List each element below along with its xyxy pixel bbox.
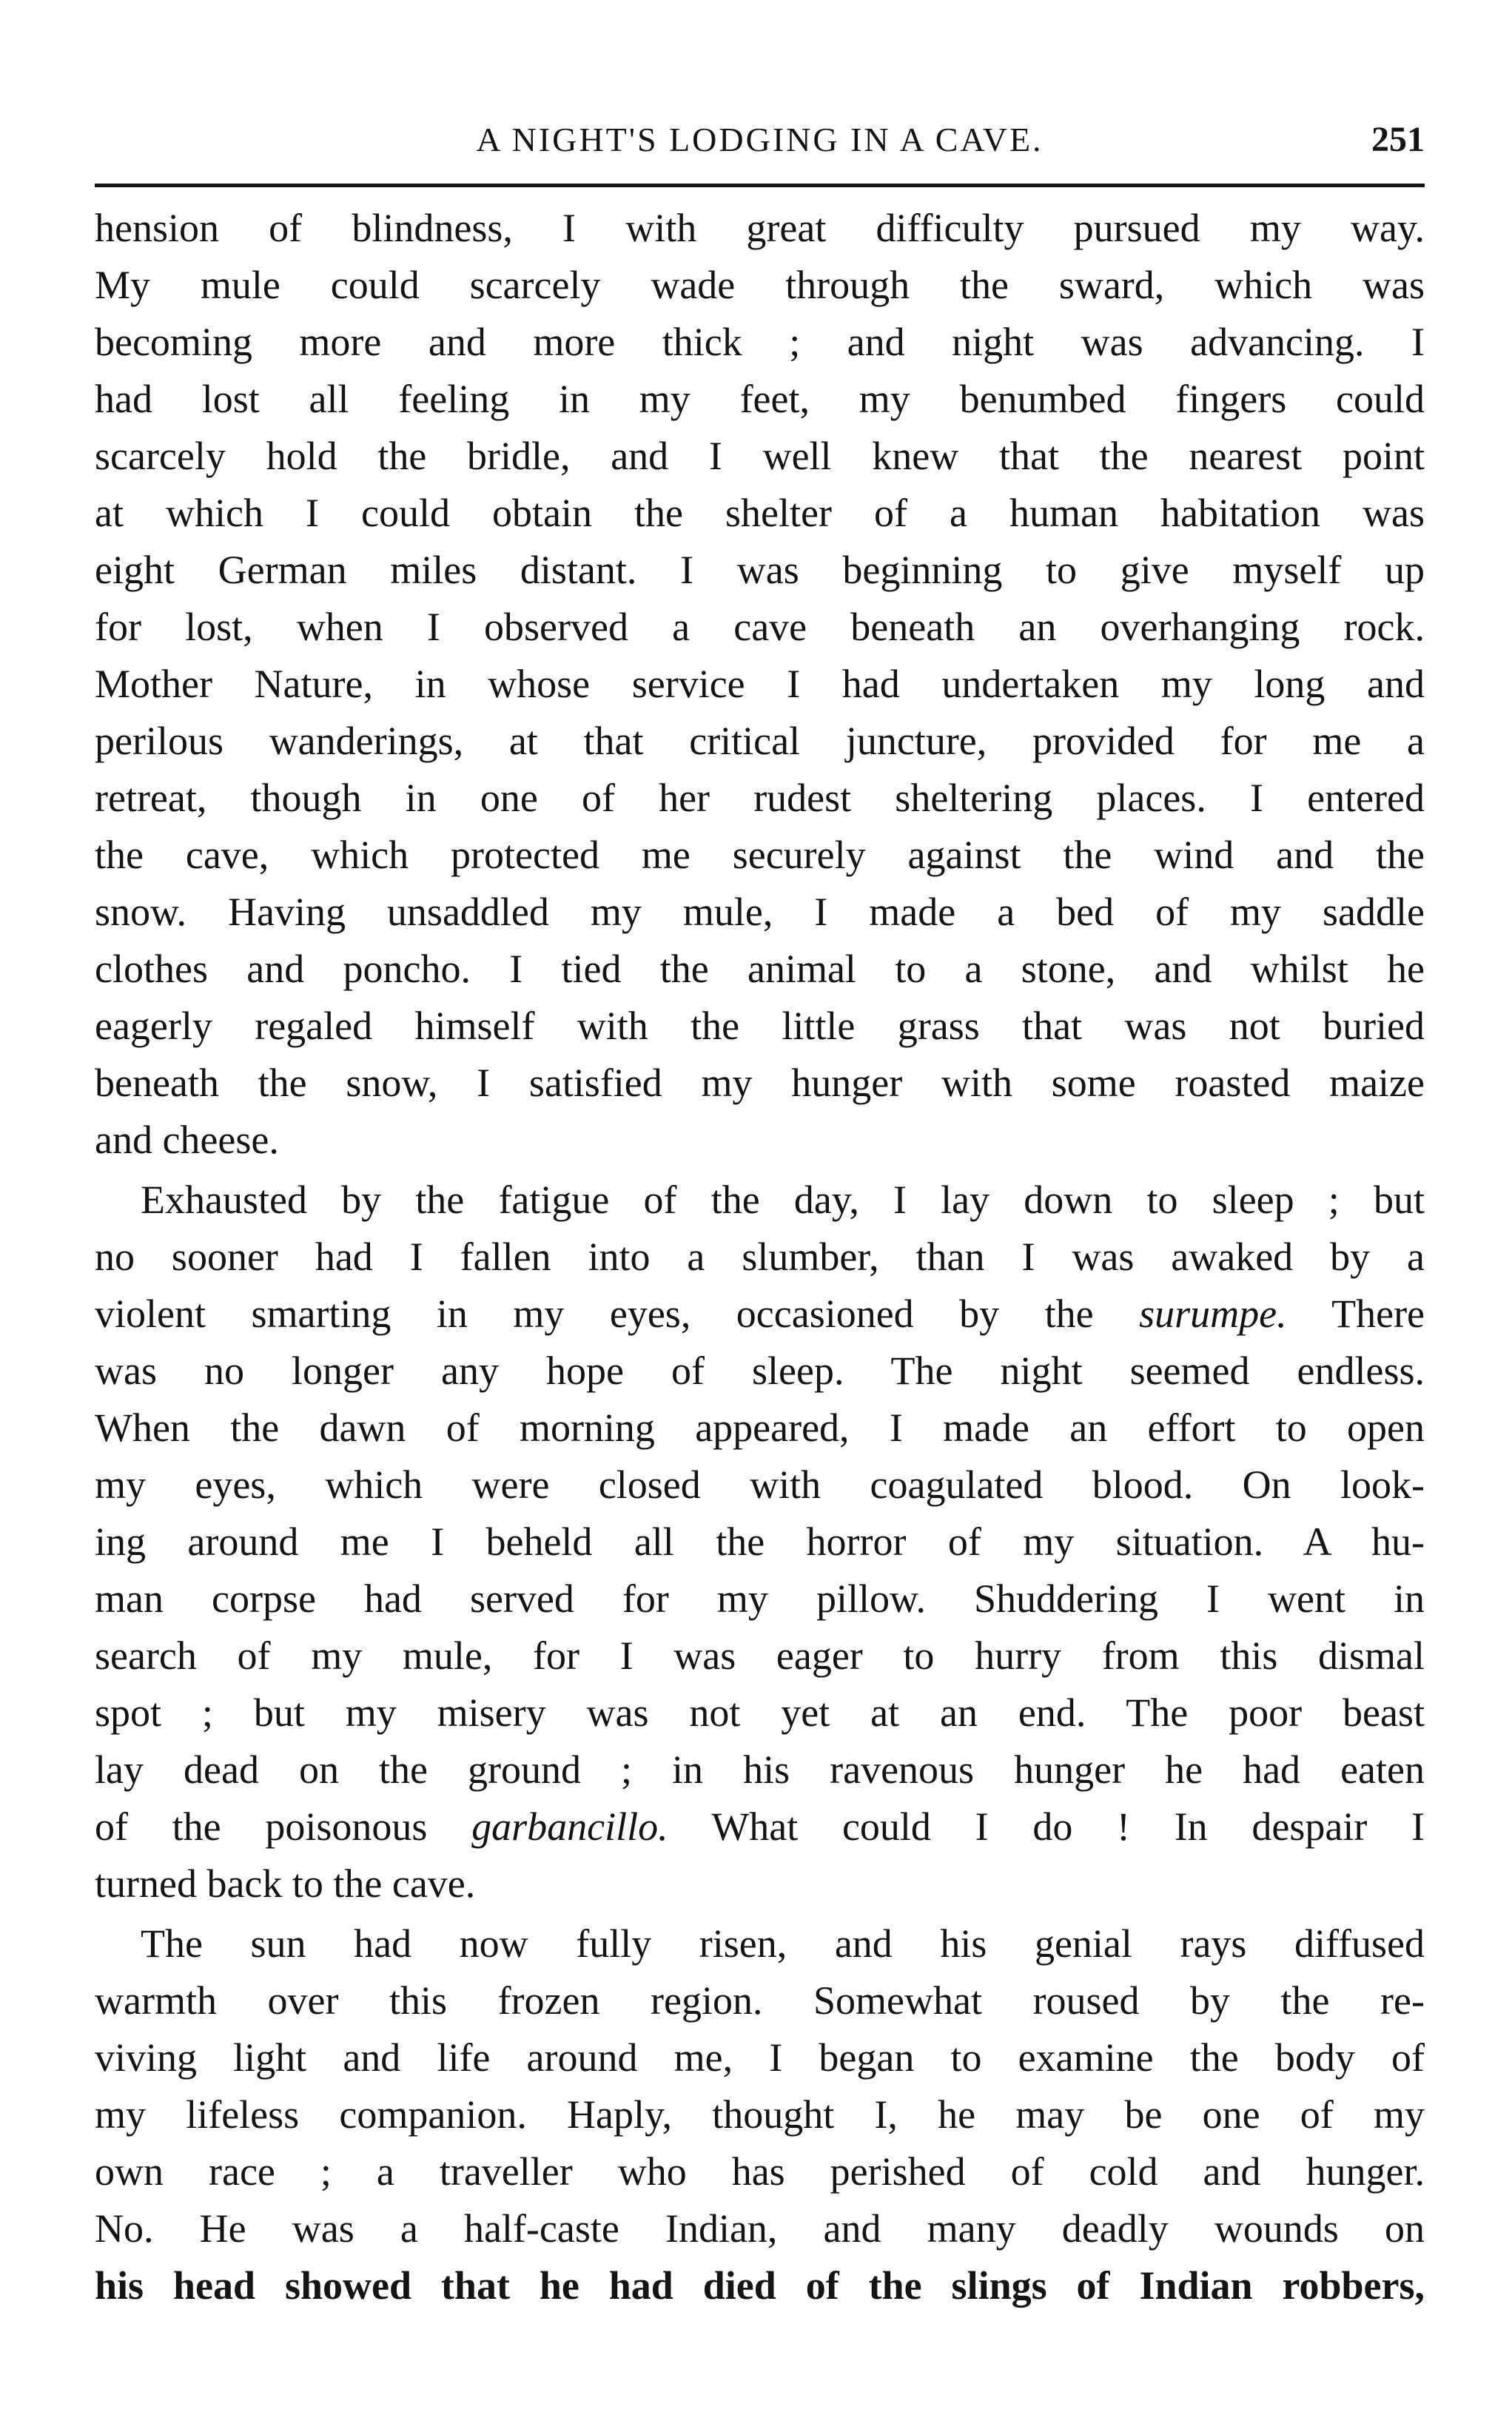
text-line: viving light and life around me, I began to examine the body of [95, 2035, 1425, 2080]
text-line: No. He was a half-caste Indian, and many deadly wounds on [95, 2206, 1425, 2251]
text-line: my lifeless companion. Haply, thought I, he may be one of my [95, 2092, 1425, 2137]
text-line: and cheese. [95, 1118, 279, 1162]
text-run: of the poisonous [95, 1804, 428, 1849]
text-line [95, 1286, 1425, 1343]
text-line: lay dead on the ground ; in his ravenous hunger he had eaten [95, 1747, 1425, 1792]
text-run: There [1331, 1292, 1425, 1336]
running-title: A NIGHT'S LODGING IN A CAVE. [476, 121, 1044, 158]
text-line [95, 1798, 1425, 1855]
text-line: retreat, though in one of her rudest sheltering places. I entered [95, 776, 1425, 820]
text-line [95, 2257, 1425, 2314]
text-line: at which I could obtain the shelter of a human habitation was [95, 491, 1425, 535]
text-line: My mule could scarcely wade through the sward, which was [95, 263, 1425, 307]
text-line: perilous wanderings, at that critical juncture, provided for me a [95, 719, 1425, 763]
italic-term-surumpe: surumpe. [1139, 1292, 1287, 1336]
text-line: snow. Having unsaddled my mule, I made a bed of my saddle [95, 890, 1425, 934]
text-line: for lost, when I observed a cave beneath an overhanging rock. [95, 605, 1425, 649]
text-line: When the dawn of morning appeared, I made an effort to open [95, 1405, 1425, 1450]
text-line: my eyes, which were closed with coagulated blood. On look- [95, 1462, 1425, 1507]
text-line: man corpse had served for my pillow. Shuddering I went in [95, 1576, 1425, 1621]
italic-term-garbancillo: garbancillo. [471, 1804, 668, 1849]
text-run: violent smarting in my eyes, occasioned by the [95, 1292, 1094, 1336]
text-line: ing around me I beheld all the horror of my situation. A hu- [95, 1519, 1425, 1564]
text-line: hension of blindness, I with great difficulty pursued my way. [95, 206, 1425, 250]
text-line: search of my mule, for I was eager to hurry from this dismal [95, 1633, 1425, 1678]
text-run: What could I do ! In despair I [711, 1804, 1425, 1849]
page-header [95, 114, 1425, 166]
text-line: Exhausted by the fatigue of the day, I lay down to sleep ; but [141, 1178, 1425, 1222]
text-line: clothes and poncho. I tied the animal to a stone, and whilst he [95, 947, 1425, 991]
text-line: had lost all feeling in my feet, my benumbed fingers could [95, 377, 1425, 421]
text-line: becoming more and more thick ; and night was advancing. I [95, 320, 1425, 364]
text-line: eight German miles distant. I was beginning to give myself up [95, 548, 1425, 592]
text-line: scarcely hold the bridle, and I well knew that the nearest point [95, 434, 1425, 478]
text-line: The sun had now fully risen, and his genial rays diffused [141, 1921, 1425, 1966]
text-line: no sooner had I fallen into a slumber, than I was awaked by a [95, 1235, 1425, 1279]
header-rule [95, 184, 1425, 187]
text-line: Mother Nature, in whose service I had undertaken my long and [95, 662, 1425, 706]
text-line: turned back to the cave. [95, 1861, 476, 1906]
text-line: own race ; a traveller who has perished of cold and hunger. [95, 2149, 1425, 2194]
page-number: 251 [1371, 120, 1425, 159]
text-line: spot ; but my misery was not yet at an end. The poor beast [95, 1690, 1425, 1735]
text-line: eagerly regaled himself with the little grass that was not buried [95, 1004, 1425, 1048]
text-run: his head [95, 2263, 256, 2308]
text-line: warmth over this frozen region. Somewhat roused by the re- [95, 1978, 1425, 2023]
text-line: the cave, which protected me securely against the wind and the [95, 833, 1425, 877]
text-line: was no longer any hope of sleep. The night seemed endless. [95, 1349, 1425, 1393]
text-line: beneath the snow, I satisfied my hunger with some roasted maize [95, 1061, 1425, 1105]
text-run: showed that he had died of the slings of Indian robbers, [284, 2263, 1425, 2308]
body-text [95, 200, 1425, 2314]
